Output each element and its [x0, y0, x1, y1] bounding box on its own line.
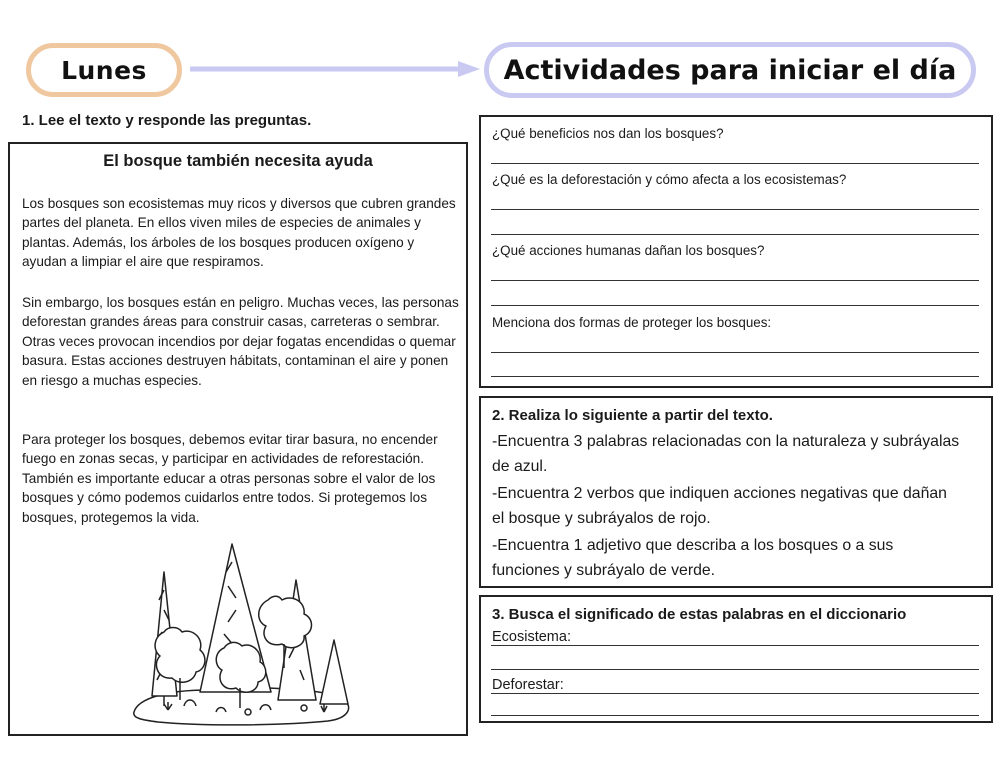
reading-text-box	[8, 142, 468, 736]
activity-item: -Encuentra 1 adjetivo que describa a los bosques o a sus funciones y subráyalo de verde.	[492, 537, 894, 579]
forest-illustration-icon	[128, 540, 356, 726]
arrow-right-icon	[190, 60, 482, 78]
activities-box	[479, 396, 993, 588]
definition-line[interactable]	[491, 715, 979, 716]
dictionary-box	[479, 595, 993, 723]
definition-line[interactable]	[491, 645, 979, 646]
answer-line[interactable]	[491, 280, 979, 281]
story-paragraph: Para proteger los bosques, debemos evitar tirar basura, no encender fuego en zonas secas, y participar en actividades de reforestación. También es importante educar a otras personas sobre el valor de los bosques y cómo podemos cuidarlos entre todos. Si protegemos los bosques, protegemos la vida.	[22, 432, 438, 525]
answer-line[interactable]	[491, 376, 979, 377]
question-item: ¿Qué beneficios nos dan los bosques?	[492, 126, 724, 141]
term-label: Ecosistema:	[492, 629, 574, 645]
section-2-heading: 2. Realiza lo siguiente a partir del texto.	[492, 407, 773, 424]
question-item: ¿Qué es la deforestación y cómo afecta a los ecosistemas?	[492, 172, 847, 187]
section-1-heading: 1. Lee el texto y responde las preguntas.	[22, 112, 312, 129]
definition-line[interactable]	[491, 693, 979, 694]
definition-line[interactable]	[491, 669, 979, 670]
page-title: Actividades para iniciar el día	[484, 42, 976, 98]
question-item: Menciona dos formas de proteger los bosques:	[492, 315, 772, 330]
answer-line[interactable]	[491, 209, 979, 210]
answer-line[interactable]	[491, 305, 979, 306]
story-paragraph: Los bosques son ecosistemas muy ricos y diversos que cubren grandes partes del planeta. En ellos viven miles de especies de animales y plantas. Además, los árboles de los bosques producen oxígeno y ayudan a limpiar el aire que respiramos.	[22, 196, 456, 270]
day-label: Lunes	[26, 43, 182, 97]
story-paragraph: Sin embargo, los bosques están en peligro. Muchas veces, las personas deforestan grandes áreas para construir casas, carreteras o sembrar. Otras veces provocan incendios por dejar fogatas encendidas o quemar basura. Estas acciones destruyen hábitats, contaminan el aire y ponen en riesgo a muchas especies.	[22, 295, 459, 388]
question-item: ¿Qué acciones humanas dañan los bosques?	[492, 243, 765, 258]
section-3-heading: 3. Busca el significado de estas palabras en el diccionario	[492, 606, 907, 623]
answer-line[interactable]	[491, 352, 979, 353]
answer-line[interactable]	[491, 163, 979, 164]
activity-item: -Encuentra 2 verbos que indiquen acciones negativas que dañan el bosque y subráyalos de rojo.	[492, 485, 947, 527]
term-label: Deforestar:	[492, 677, 567, 693]
activity-item: -Encuentra 3 palabras relacionadas con la naturaleza y subráyalas de azul.	[492, 433, 960, 475]
answer-line[interactable]	[491, 234, 979, 235]
questions-box	[479, 115, 993, 388]
story-title: El bosque también necesita ayuda	[103, 152, 373, 170]
